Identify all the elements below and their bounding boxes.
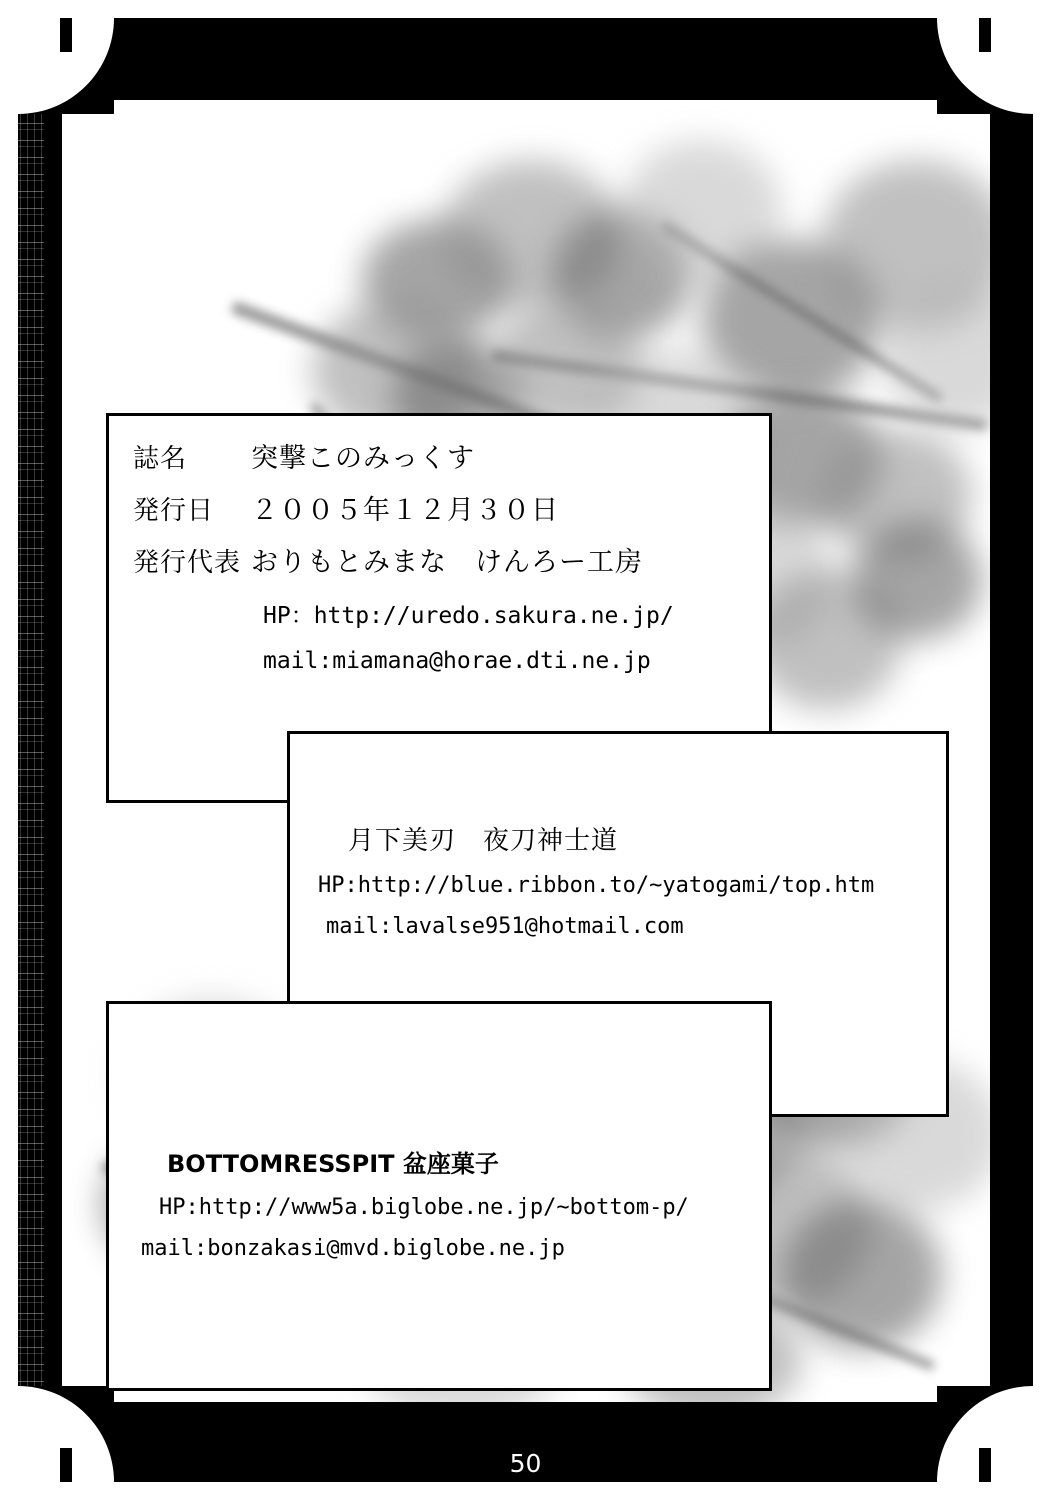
publication-label-date: 発行日	[133, 496, 215, 526]
publication-value-publisher: おりもとみまな けんろー工房	[251, 547, 643, 578]
publication-label-publisher: 発行代表	[133, 548, 242, 578]
publication-row-date	[133, 488, 674, 527]
gekka-circle-title: 月下美刃 夜刀神士道	[348, 826, 619, 856]
publication-row-publisher	[133, 540, 674, 579]
page-number: 50	[509, 1449, 542, 1478]
corner-petal-top-right	[937, 18, 1033, 114]
publication-row-title	[133, 436, 674, 475]
publication-value-title: 突撃このみっくす	[251, 443, 475, 474]
publication-info-rows	[133, 436, 674, 674]
bottomresspit-circle-title: BOTTOMRESSPIT 盆座菓子	[167, 1150, 499, 1178]
publication-homepage-url[interactable]: HP：http://uredo.sakura.ne.jp/	[263, 603, 674, 629]
publication-email-address[interactable]: mail:miamana@horae.dti.ne.jp	[263, 648, 651, 674]
bottomresspit-circle-homepage-url[interactable]: HP:http://www5a.biglobe.ne.jp/~bottom-p/	[159, 1195, 689, 1220]
publication-value-date: ２００５年１２月３０日	[251, 495, 559, 526]
gekka-circle-email-address[interactable]: mail:lavalse951@hotmail.com	[326, 914, 684, 939]
gekka-circle-homepage-url[interactable]: HP:http://blue.ribbon.to/~yatogami/top.htm	[318, 873, 875, 898]
bottomresspit-circle-box	[106, 1001, 772, 1391]
corner-petal-top-left	[18, 18, 114, 114]
grain-strip	[18, 18, 44, 1482]
bottomresspit-circle-email-address[interactable]: mail:bonzakasi@mvd.biglobe.ne.jp	[141, 1236, 565, 1261]
gekka-circle-rows	[318, 820, 874, 955]
bottomresspit-circle-rows	[137, 1144, 689, 1277]
publication-label-title: 誌名	[133, 444, 188, 474]
